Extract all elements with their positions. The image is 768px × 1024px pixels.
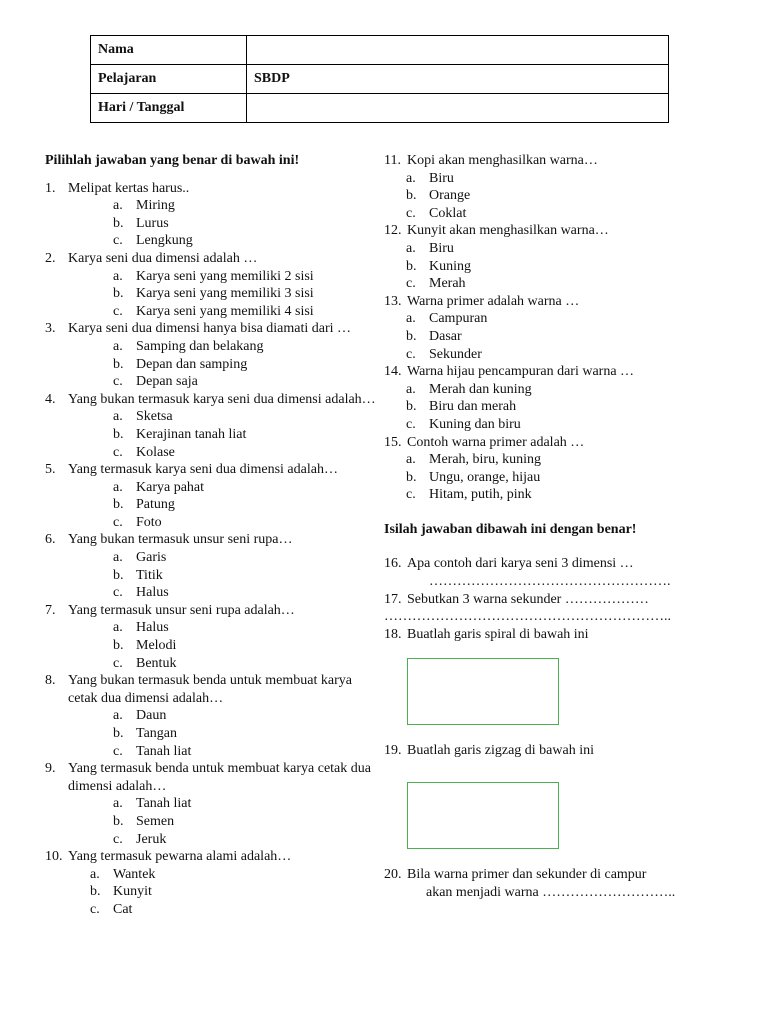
option-letter: b.	[113, 726, 124, 741]
answer-option[interactable]	[406, 240, 684, 258]
answer-option[interactable]	[113, 584, 380, 602]
option-letter: a.	[113, 796, 123, 812]
answer-option[interactable]	[113, 303, 380, 321]
answer-option[interactable]	[406, 451, 684, 469]
option-letter: a.	[113, 198, 123, 214]
option-letter: b.	[406, 399, 417, 415]
option-letter: a.	[113, 479, 123, 495]
question-number: 4.	[45, 391, 56, 407]
option-text: Biru	[429, 170, 454, 186]
option-text: Sekunder	[429, 346, 482, 362]
option-text: Biru dan merah	[429, 399, 517, 415]
answer-option[interactable]	[113, 268, 380, 286]
option-letter: a.	[406, 452, 416, 468]
option-letter: a.	[113, 708, 123, 724]
options-list	[406, 381, 684, 434]
option-text: Sketsa	[136, 409, 173, 425]
answer-option[interactable]	[113, 743, 380, 761]
option-text: Lengkung	[136, 233, 193, 249]
answer-option[interactable]	[406, 398, 684, 416]
option-text: Merah	[429, 276, 466, 292]
question-text: Kunyit akan menghasilkan warna…	[407, 223, 609, 239]
question-text: Buatlah garis spiral di bawah ini	[407, 626, 589, 642]
option-text: Bentuk	[136, 655, 177, 671]
answer-option[interactable]	[113, 444, 380, 462]
option-text: Ungu, orange, hijau	[429, 469, 541, 485]
option-text: Samping dan belakang	[136, 338, 264, 354]
question-item	[384, 293, 684, 311]
option-text: Merah dan kuning	[429, 381, 532, 397]
question-text: Karya seni dua dimensi hanya bisa diamati dari …	[68, 321, 352, 337]
option-letter: b.	[90, 884, 101, 900]
option-text: Jeruk	[136, 831, 167, 847]
option-letter: a.	[406, 381, 416, 397]
answer-option[interactable]	[406, 469, 684, 487]
question-item	[45, 250, 380, 268]
option-text: Biru	[429, 240, 454, 256]
option-letter: c.	[113, 233, 123, 249]
option-letter: b.	[113, 286, 124, 302]
question-number: 12.	[384, 223, 402, 239]
option-letter: b.	[113, 567, 124, 583]
answer-option[interactable]	[113, 197, 380, 215]
question-number: 2.	[45, 250, 56, 266]
answer-option[interactable]	[113, 408, 380, 426]
option-letter: c.	[406, 416, 416, 432]
options-list	[113, 479, 380, 532]
option-text: Merah, biru, kuning	[429, 452, 541, 468]
options-list	[113, 338, 380, 391]
option-text: Campuran	[429, 311, 488, 327]
zigzag-drawing-box[interactable]	[407, 782, 559, 849]
question-text: Sebutkan 3 warna sekunder ………………	[407, 591, 649, 607]
option-text: Melodi	[136, 638, 177, 654]
option-letter: b.	[113, 813, 124, 829]
options-list	[113, 197, 380, 250]
info-label: Nama	[91, 36, 247, 65]
question-number: 7.	[45, 602, 56, 618]
option-letter: a.	[406, 240, 416, 256]
option-letter: a.	[113, 338, 123, 354]
question-number: 11.	[384, 153, 401, 168]
question-text: Contoh warna primer adalah …	[407, 434, 585, 450]
option-text: Kerajinan tanah liat	[136, 426, 247, 442]
spiral-drawing-box[interactable]	[407, 658, 559, 725]
question-number: 20.	[384, 867, 402, 883]
info-label: Pelajaran	[91, 65, 247, 94]
option-text: Orange	[429, 188, 471, 204]
option-text: Depan dan samping	[136, 356, 248, 372]
option-letter: c.	[406, 276, 416, 292]
option-text: Halus	[136, 585, 169, 601]
answer-option[interactable]	[406, 258, 684, 276]
answer-option[interactable]	[113, 496, 380, 514]
essay-question	[384, 742, 684, 760]
question-text: Buatlah garis zigzag di bawah ini	[407, 743, 594, 759]
question-item	[45, 320, 380, 338]
question-item	[45, 760, 380, 795]
option-text: Coklat	[429, 205, 467, 221]
info-value-field[interactable]	[247, 94, 669, 123]
answer-option[interactable]	[113, 619, 380, 637]
answer-option[interactable]	[113, 426, 380, 444]
options-list	[113, 549, 380, 602]
option-text: Karya pahat	[136, 479, 205, 495]
option-text: Halus	[136, 620, 169, 636]
answer-option[interactable]	[113, 232, 380, 250]
option-letter: b.	[113, 215, 124, 231]
option-letter: b.	[113, 497, 124, 513]
question-item	[45, 848, 380, 866]
question-number: 14.	[384, 364, 402, 380]
option-letter: a.	[113, 620, 123, 636]
question-item	[45, 531, 380, 549]
option-letter: b.	[406, 188, 417, 204]
question-text: Apa contoh dari karya seni 3 dimensi …	[407, 556, 634, 572]
option-text: Hitam, putih, pink	[429, 487, 532, 503]
answer-option[interactable]	[406, 275, 684, 293]
option-letter: c.	[113, 444, 123, 460]
essay-question	[384, 555, 684, 573]
option-text: Tangan	[136, 726, 178, 741]
option-text: Karya seni yang memiliki 3 sisi	[136, 286, 314, 302]
answer-option[interactable]	[406, 328, 684, 346]
essay-question	[384, 866, 684, 884]
option-text: Patung	[136, 497, 175, 513]
option-text: Karya seni yang memiliki 2 sisi	[136, 268, 314, 284]
option-letter: c.	[113, 655, 123, 671]
answer-option[interactable]	[113, 338, 380, 356]
options-list	[113, 619, 380, 672]
answer-option[interactable]	[113, 373, 380, 391]
option-letter: a.	[406, 311, 416, 327]
section-heading: Isilah jawaban dibawah ini dengan benar!	[384, 521, 637, 537]
answer-option[interactable]	[406, 346, 684, 364]
answer-option[interactable]	[90, 901, 380, 919]
question-item	[384, 222, 684, 240]
essay-question	[384, 626, 684, 644]
options-list	[406, 170, 684, 223]
answer-option[interactable]	[406, 486, 684, 504]
answer-option[interactable]	[90, 883, 380, 901]
option-text: Tanah liat	[136, 796, 192, 812]
right-column	[384, 152, 684, 901]
question-number: 18.	[384, 626, 402, 642]
option-letter: c.	[406, 487, 416, 503]
option-text: Kuning	[429, 258, 471, 274]
info-row-nama	[91, 36, 669, 65]
option-letter: c.	[113, 831, 123, 847]
left-column	[45, 152, 380, 919]
options-list	[406, 310, 684, 363]
question-number: 3.	[45, 321, 56, 337]
options-list	[113, 707, 380, 760]
question-number: 19.	[384, 743, 402, 759]
options-list	[406, 451, 684, 504]
option-text: Kolase	[136, 444, 175, 460]
answer-option[interactable]	[406, 310, 684, 328]
option-letter: a.	[113, 409, 123, 425]
option-letter: b.	[113, 638, 124, 654]
info-label: Hari / Tanggal	[91, 94, 247, 123]
question-item	[384, 363, 684, 381]
answer-option[interactable]	[406, 170, 684, 188]
answer-option[interactable]	[113, 285, 380, 303]
question-item	[45, 180, 380, 198]
info-value-field[interactable]: SBDP	[247, 65, 669, 94]
question-number: 17.	[384, 591, 402, 607]
section-heading: Pilihlah jawaban yang benar di bawah ini!	[45, 153, 300, 168]
option-letter: c.	[406, 205, 416, 221]
option-letter: a.	[90, 866, 100, 882]
option-letter: c.	[406, 346, 416, 362]
answer-option[interactable]	[113, 725, 380, 743]
options-list	[113, 268, 380, 321]
option-text: Wantek	[113, 866, 156, 882]
question-number: 10.	[45, 849, 63, 865]
question-text: Yang bukan termasuk unsur seni rupa…	[68, 532, 293, 548]
answer-option[interactable]	[406, 416, 684, 434]
info-row-pelajaran	[91, 65, 669, 94]
option-letter: a.	[406, 170, 416, 186]
question-number: 9.	[45, 761, 56, 777]
option-letter: b.	[113, 426, 124, 442]
question-text-continued[interactable]: akan menjadi warna ………………………..	[426, 884, 676, 900]
info-row-tanggal	[91, 94, 669, 123]
question-number: 1.	[45, 180, 56, 196]
question-number: 8.	[45, 673, 56, 689]
question-text: Warna primer adalah warna …	[407, 293, 580, 309]
question-item	[45, 461, 380, 479]
option-letter: c.	[90, 901, 100, 917]
options-list	[113, 408, 380, 461]
question-text: Yang bukan termasuk benda untuk membuat karya cetak dua dimensi adalah…	[68, 673, 352, 706]
student-info-table	[90, 35, 669, 123]
question-item	[45, 391, 380, 409]
options-list	[113, 795, 380, 848]
question-item	[45, 672, 380, 707]
answer-option[interactable]	[113, 637, 380, 655]
option-text: Tanah liat	[136, 743, 192, 759]
answer-option[interactable]	[113, 514, 380, 532]
option-text: Titik	[136, 567, 163, 583]
question-text: Melipat kertas harus..	[68, 180, 190, 196]
option-text: Karya seni yang memiliki 4 sisi	[136, 303, 314, 319]
option-letter: c.	[113, 514, 123, 530]
answer-option[interactable]	[406, 205, 684, 223]
option-letter: c.	[113, 303, 123, 319]
answer-option[interactable]	[113, 215, 380, 233]
answer-option[interactable]	[406, 381, 684, 399]
option-text: Foto	[136, 514, 162, 530]
answer-line[interactable]: ……………………………………………………..	[384, 609, 671, 625]
options-list	[406, 240, 684, 293]
answer-option[interactable]	[113, 707, 380, 725]
option-text: Dasar	[429, 328, 462, 344]
option-text: Miring	[136, 198, 175, 214]
question-text: Bila warna primer dan sekunder di campur	[407, 867, 647, 883]
option-text: Garis	[136, 550, 167, 566]
option-text: Depan saja	[136, 374, 198, 390]
answer-option[interactable]	[113, 813, 380, 831]
question-number: 15.	[384, 434, 402, 450]
question-number: 5.	[45, 462, 56, 478]
question-text: Yang bukan termasuk karya seni dua dimensi adalah…	[68, 391, 376, 407]
question-item	[45, 602, 380, 620]
answer-line[interactable]: …………………………………………….	[429, 574, 671, 590]
question-text: Yang termasuk unsur seni rupa adalah…	[68, 602, 295, 618]
option-text: Kunyit	[113, 884, 152, 900]
question-item	[384, 434, 684, 452]
option-letter: b.	[406, 258, 417, 274]
answer-option[interactable]	[113, 655, 380, 673]
answer-option[interactable]	[113, 549, 380, 567]
answer-option[interactable]	[113, 479, 380, 497]
answer-option[interactable]	[113, 356, 380, 374]
option-letter: c.	[113, 743, 123, 759]
answer-option[interactable]	[113, 795, 380, 813]
question-text: Yang termasuk karya seni dua dimensi adalah…	[68, 462, 338, 478]
options-list	[90, 866, 380, 919]
info-value-field[interactable]	[247, 36, 669, 65]
answer-option[interactable]	[113, 831, 380, 849]
option-letter: a.	[113, 268, 123, 284]
question-text: Kopi akan menghasilkan warna…	[407, 153, 598, 168]
option-text: Daun	[136, 708, 167, 724]
option-text: Lurus	[136, 215, 169, 231]
question-text: Karya seni dua dimensi adalah …	[68, 250, 258, 266]
option-letter: c.	[113, 374, 123, 390]
option-text: Semen	[136, 813, 175, 829]
question-number: 13.	[384, 293, 402, 309]
answer-option[interactable]	[90, 866, 380, 884]
question-text: Yang termasuk pewarna alami adalah…	[68, 849, 292, 865]
question-number: 16.	[384, 556, 402, 572]
question-text: Warna hijau pencampuran dari warna …	[407, 364, 635, 380]
question-item	[384, 152, 684, 170]
essay-question	[384, 591, 684, 609]
question-text: Yang termasuk benda untuk membuat karya cetak dua dimensi adalah…	[68, 761, 371, 794]
option-letter: b.	[406, 469, 417, 485]
answer-option[interactable]	[406, 187, 684, 205]
answer-option[interactable]	[113, 567, 380, 585]
option-letter: a.	[113, 550, 123, 566]
option-text: Kuning dan biru	[429, 416, 521, 432]
question-number: 6.	[45, 532, 56, 548]
option-letter: b.	[113, 356, 124, 372]
option-letter: c.	[113, 585, 123, 601]
option-text: Cat	[113, 901, 133, 917]
option-letter: b.	[406, 328, 417, 344]
